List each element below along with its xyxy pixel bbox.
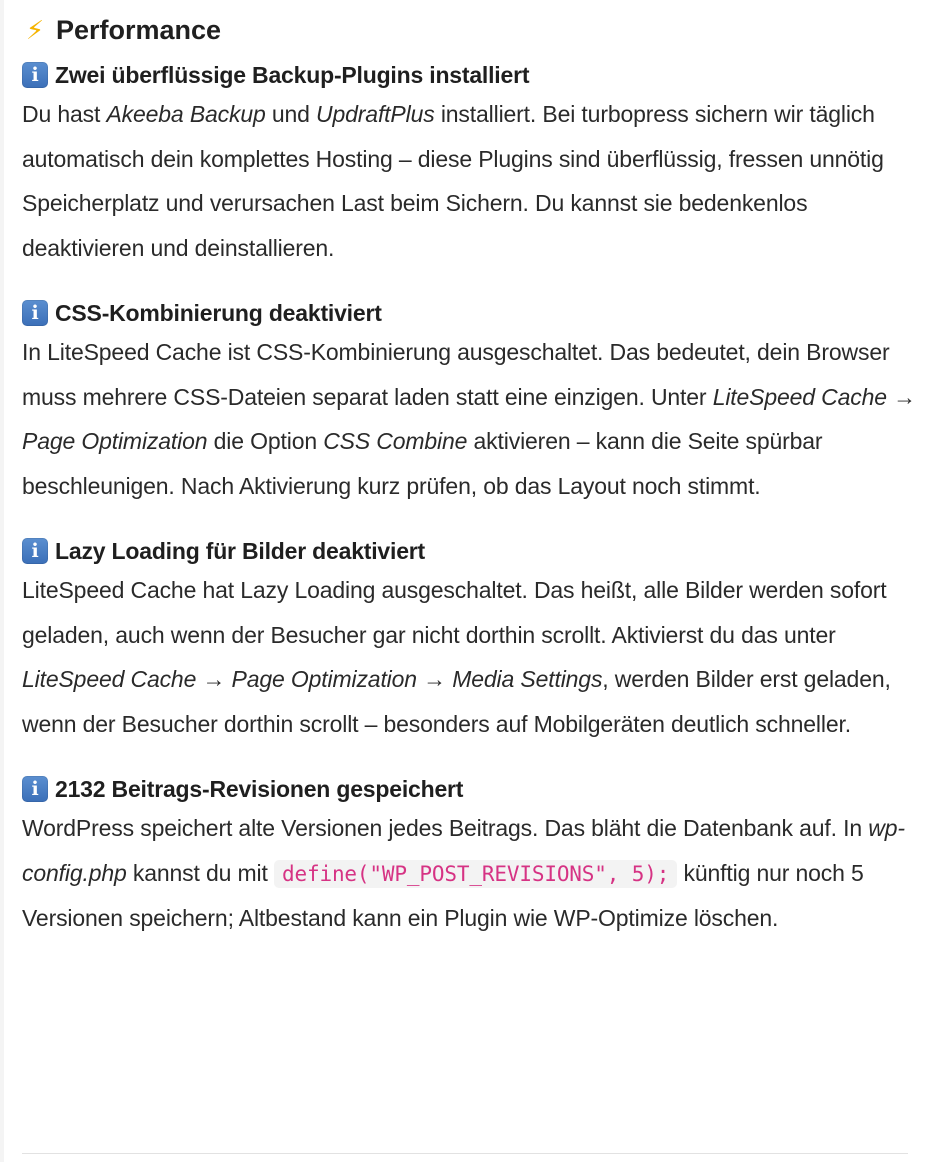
emphasized-text: UpdraftPlus [316,101,435,127]
finding-description [22,92,922,270]
finding-heading [22,536,922,566]
body-text: die Option [207,428,324,454]
code-snippet: define("WP_POST_REVISIONS", 5); [274,860,677,888]
finding-title: Zwei überflüssige Backup-Plugins installiert [55,62,530,88]
section-title: Performance [56,14,222,45]
info-icon: i [22,538,48,564]
performance-section [22,10,922,969]
section-header [22,10,922,50]
finding-description [22,806,922,941]
finding-item [22,536,922,746]
emphasized-text: CSS Combine [323,428,468,454]
body-text: WordPress speichert alte Versionen jedes Beitrags. Das bläht die Datenbank auf. In [22,815,869,841]
body-text: kannst du mit [126,859,274,886]
finding-item [22,774,922,941]
body-text: In LiteSpeed Cache ist CSS-Kombinierung ausgeschaltet. Das bedeutet, dein Browser muss mehrere CSS-Dateien separat laden statt eine einzigen. Unter [22,339,890,410]
info-icon: i [22,300,48,326]
body-text: künftig nur noch 5 Versionen speichern; Altbestand kann ein Plugin wie WP-Optimize löschen. [22,859,864,931]
lightning-bolt-icon: ⚡ [25,14,45,45]
finding-title: Lazy Loading für Bilder deaktiviert [55,538,426,564]
finding-description [22,568,922,746]
emphasized-text: LiteSpeed Cache → Page Optimization → Media Settings [22,666,603,692]
left-border [0,0,4,1162]
finding-heading [22,298,922,328]
divider [22,1153,908,1154]
finding-title: 2132 Beitrags-Revisionen gespeichert [55,776,464,802]
body-text: LiteSpeed Cache hat Lazy Loading ausgeschaltet. Das heißt, alle Bilder werden sofort geladen, auch wenn der Besucher gar nicht dorthin scrollt. Aktivierst du das unter [22,577,887,648]
info-icon: i [22,776,48,802]
body-text: Du hast [22,101,107,127]
body-text: installiert. Bei turbopress sichern wir täglich automatisch dein komplettes Hosting – diese Plugins sind überflüssig, fressen unnötig Speicherplatz und verursachen Last beim Sichern. Du kannst sie bedenkenlos deaktivieren und deinstallieren. [22,101,884,261]
body-text: aktivieren – kann die Seite spürbar beschleunigen. Nach Aktivierung kurz prüfen, ob das Layout noch stimmt. [22,428,823,499]
body-text: und [265,101,317,127]
emphasized-text: Akeeba Backup [106,101,266,127]
emphasized-text: wp-config.php [22,815,905,886]
body-text: , werden Bilder erst geladen, wenn der Besucher dorthin scrollt – besonders auf Mobilgeräten deutlich schneller. [22,666,891,737]
findings-list [22,60,922,941]
finding-item [22,60,922,270]
emphasized-text: LiteSpeed Cache → Page Optimization [22,383,916,454]
finding-description [22,330,922,508]
finding-heading [22,774,922,804]
info-icon: i [22,62,48,88]
finding-title: CSS-Kombinierung deaktiviert [55,300,382,326]
finding-heading [22,60,922,90]
finding-item [22,298,922,508]
